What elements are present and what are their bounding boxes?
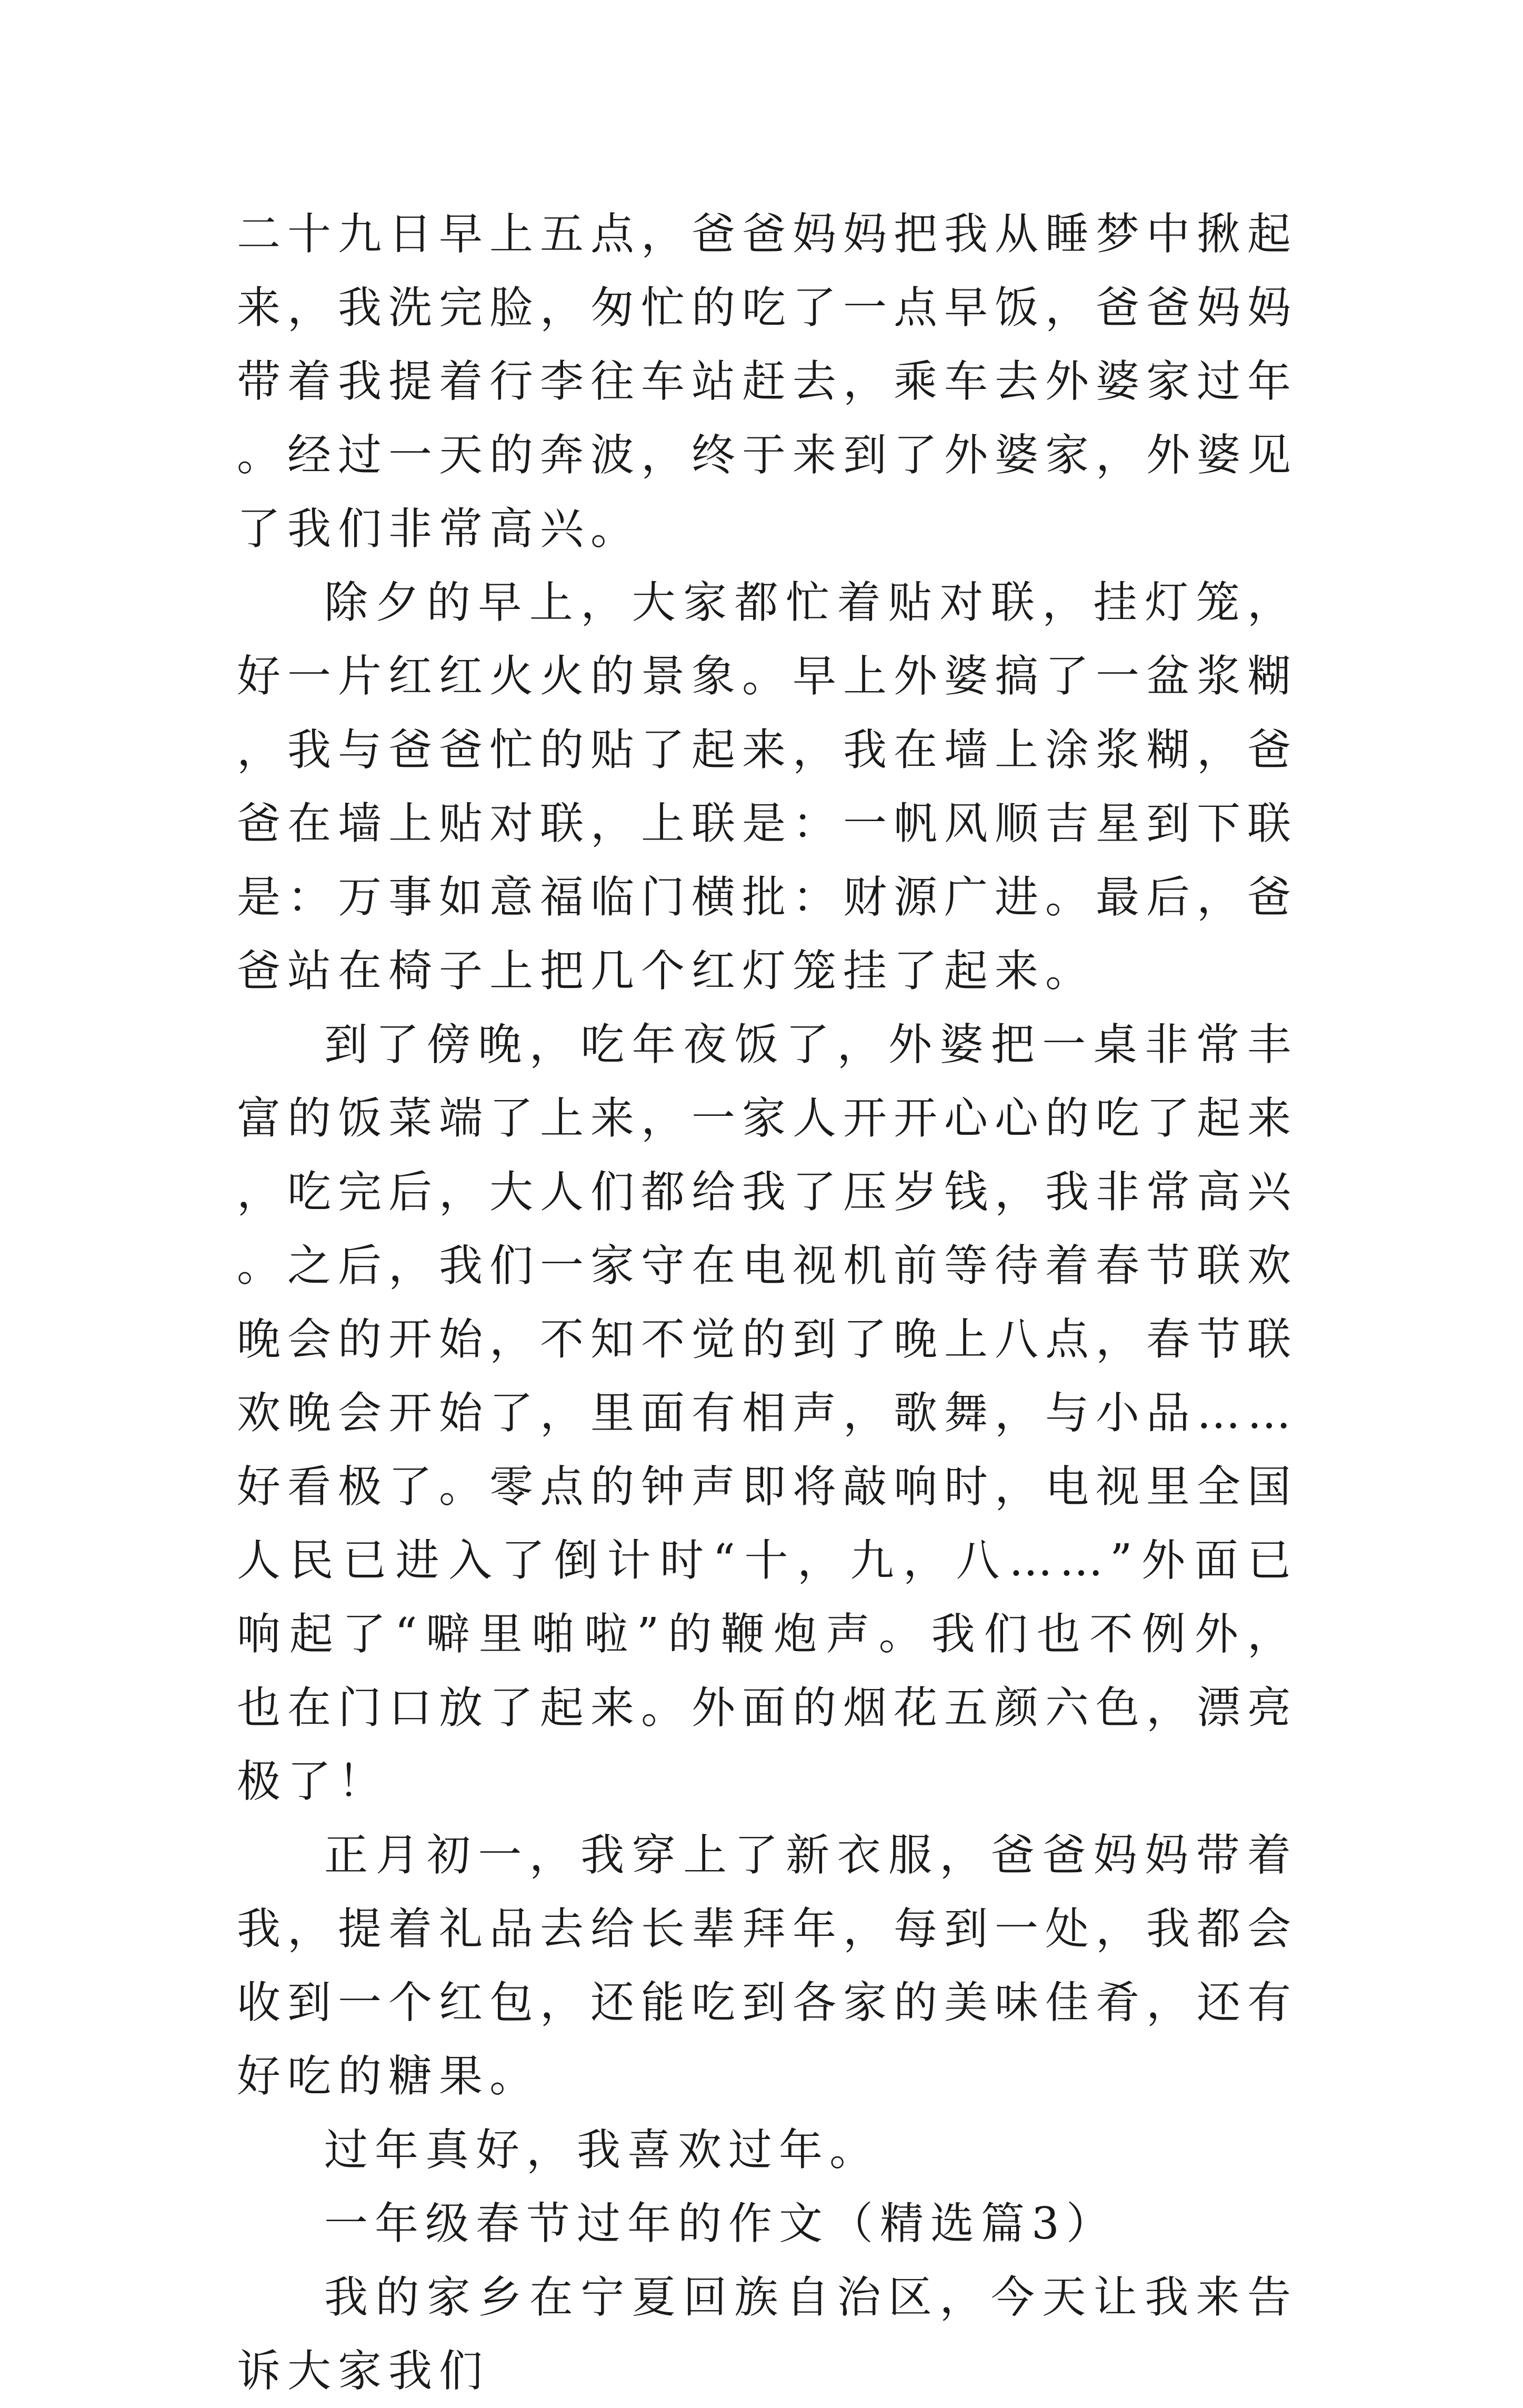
essay-section-title: 一年级春节过年的作文（精选篇3） [324, 2198, 1117, 2249]
paragraph-new-year-day: 正月初一，我穿上了新衣服，爸爸妈妈带着我，提着礼品去给长辈拜年，每到一处，我都会收到一个红包，还能吃到各家的美味佳肴，还有好吃的糖果。 [237, 1830, 1298, 2102]
paragraph-reunion-dinner: 到了傍晚，吃年夜饭了，外婆把一桌非常丰富的饭菜端了上来，一家人开开心心的吃了起来，吃完后，大人们都给我了压岁钱，我非常高兴。之后，我们一家守在电视机前等待着春节联欢晚会的开始，不知不觉的到了晚上八点，春节联欢晚会开始了，里面有相声，歌舞，与小品……好看极了。零点的钟声即将敲响时，电视里全国人民已进入了倒计时“十，九，八……”外面已响起了“噼里啪啦”的鞭炮声。我们也不例外，也在门口放了起来。外面的烟花五颜六色，漂亮极了！ [237, 1019, 1298, 1807]
paragraph-conclusion: 过年真好，我喜欢过年。 [324, 2124, 880, 2175]
paragraph-new-year-eve-trip: 二十九日早上五点，爸爸妈妈把我从睡梦中揪起来，我洗完脸，匆忙的吃了一点早饭，爸爸妈妈带着我提着行李往车站赶去，乘车去外婆家过年。经过一天的奔波，终于来到了外婆家，外婆见了我们非常高兴。 [237, 208, 1298, 554]
paragraph-couplets: 除夕的早上，大家都忙着贴对联，挂灯笼，好一片红红火火的景象。早上外婆搞了一盆浆糊，我与爸爸忙的贴了起来，我在墙上涂浆糊，爸爸在墙上贴对联，上联是：一帆风顺吉星到下联是：万事如意福临门横批：财源广进。最后，爸爸站在椅子上把几个红灯笼挂了起来。 [237, 577, 1298, 996]
document-body [237, 197, 1298, 2408]
paragraph-hometown: 我的家乡在宁夏回族自治区，今天让我来告诉大家我们 [237, 2272, 1298, 2396]
